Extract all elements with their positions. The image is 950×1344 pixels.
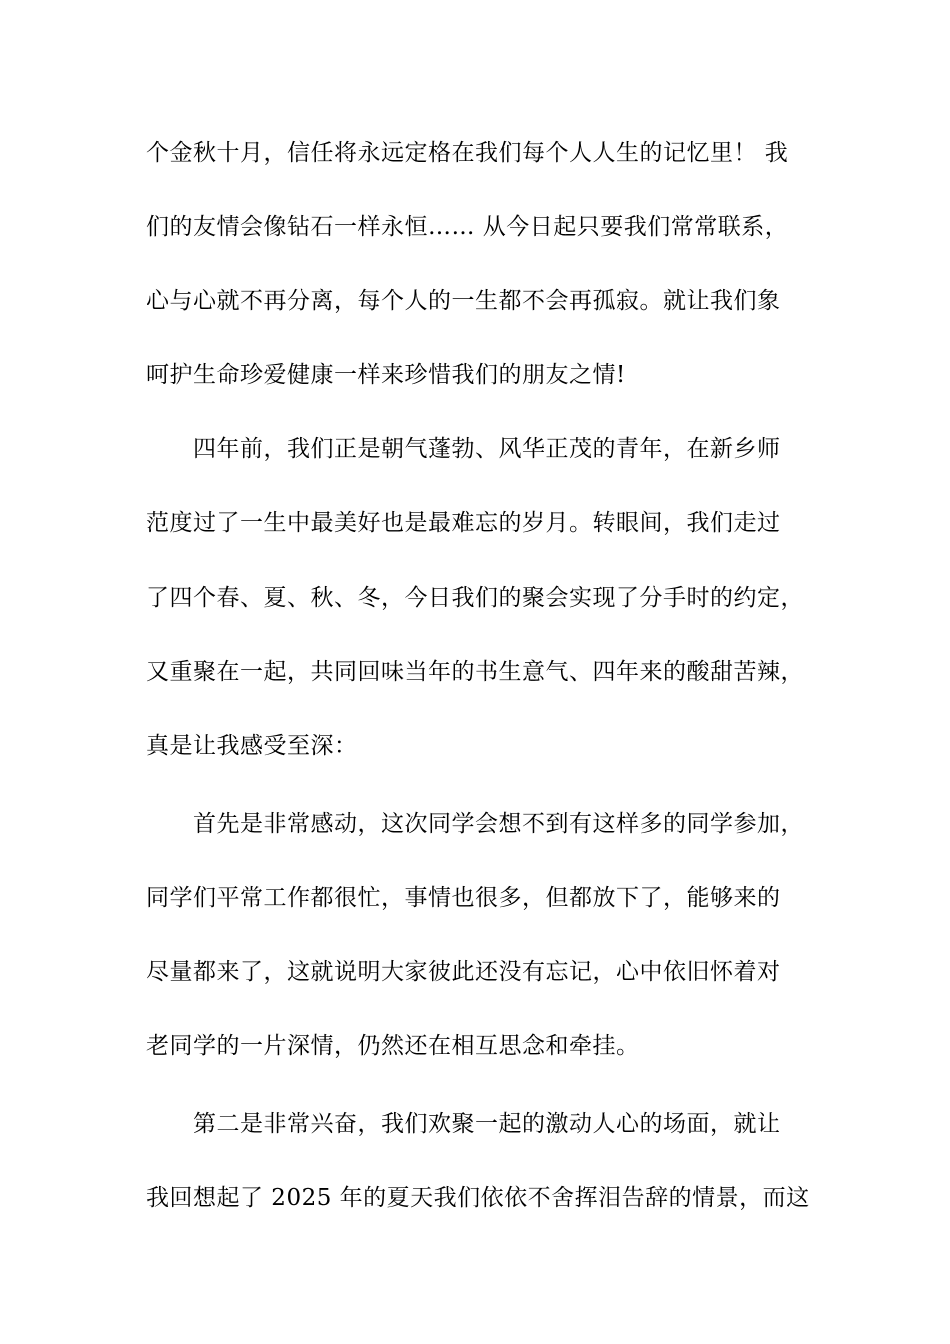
text-line: 心与心就不再分离，每个人的一生都不会再孤寂。就让我们象 [146,288,781,314]
text-line: 们的友情会像钻石一样永恒…… 从今日起只要我们常常联系， [146,214,789,240]
paragraph-first-line: 第二是非常兴奋，我们欢聚一起的激动人心的场面，就让 [193,1111,781,1137]
paragraph-first-line: 四年前，我们正是朝气蓬勃、风华正茂的青年，在新乡师 [193,436,781,462]
text-line: 尽量都来了，这就说明大家彼此还没有忘记，心中依旧怀着对 [146,959,781,985]
text-line: 老同学的一片深情，仍然还在相互思念和牵挂。 [146,1033,640,1059]
text-line: 呵护生命珍爱健康一样来珍惜我们的朋友之情! [146,362,626,388]
text-line: 个金秋十月，信任将永远定格在我们每个人人生的记忆里！ 我 [146,140,789,166]
text-line: 我回想起了 2025 年的夏天我们依依不舍挥泪告辞的情景，而这 [146,1185,810,1211]
text-line: 又重聚在一起，共同回味当年的书生意气、四年来的酸甜苦辣， [146,659,804,685]
text-line: 同学们平常工作都很忙，事情也很多，但都放下了，能够来的 [146,885,781,911]
text-line: 了四个春、夏、秋、冬，今日我们的聚会实现了分手时的约定， [146,585,804,611]
text-line: 范度过了一生中最美好也是最难忘的岁月。转眼间，我们走过 [146,510,781,536]
text-line: 真是让我感受至深： [146,733,358,759]
paragraph-first-line: 首先是非常感动，这次同学会想不到有这样多的同学参加， [193,811,804,837]
